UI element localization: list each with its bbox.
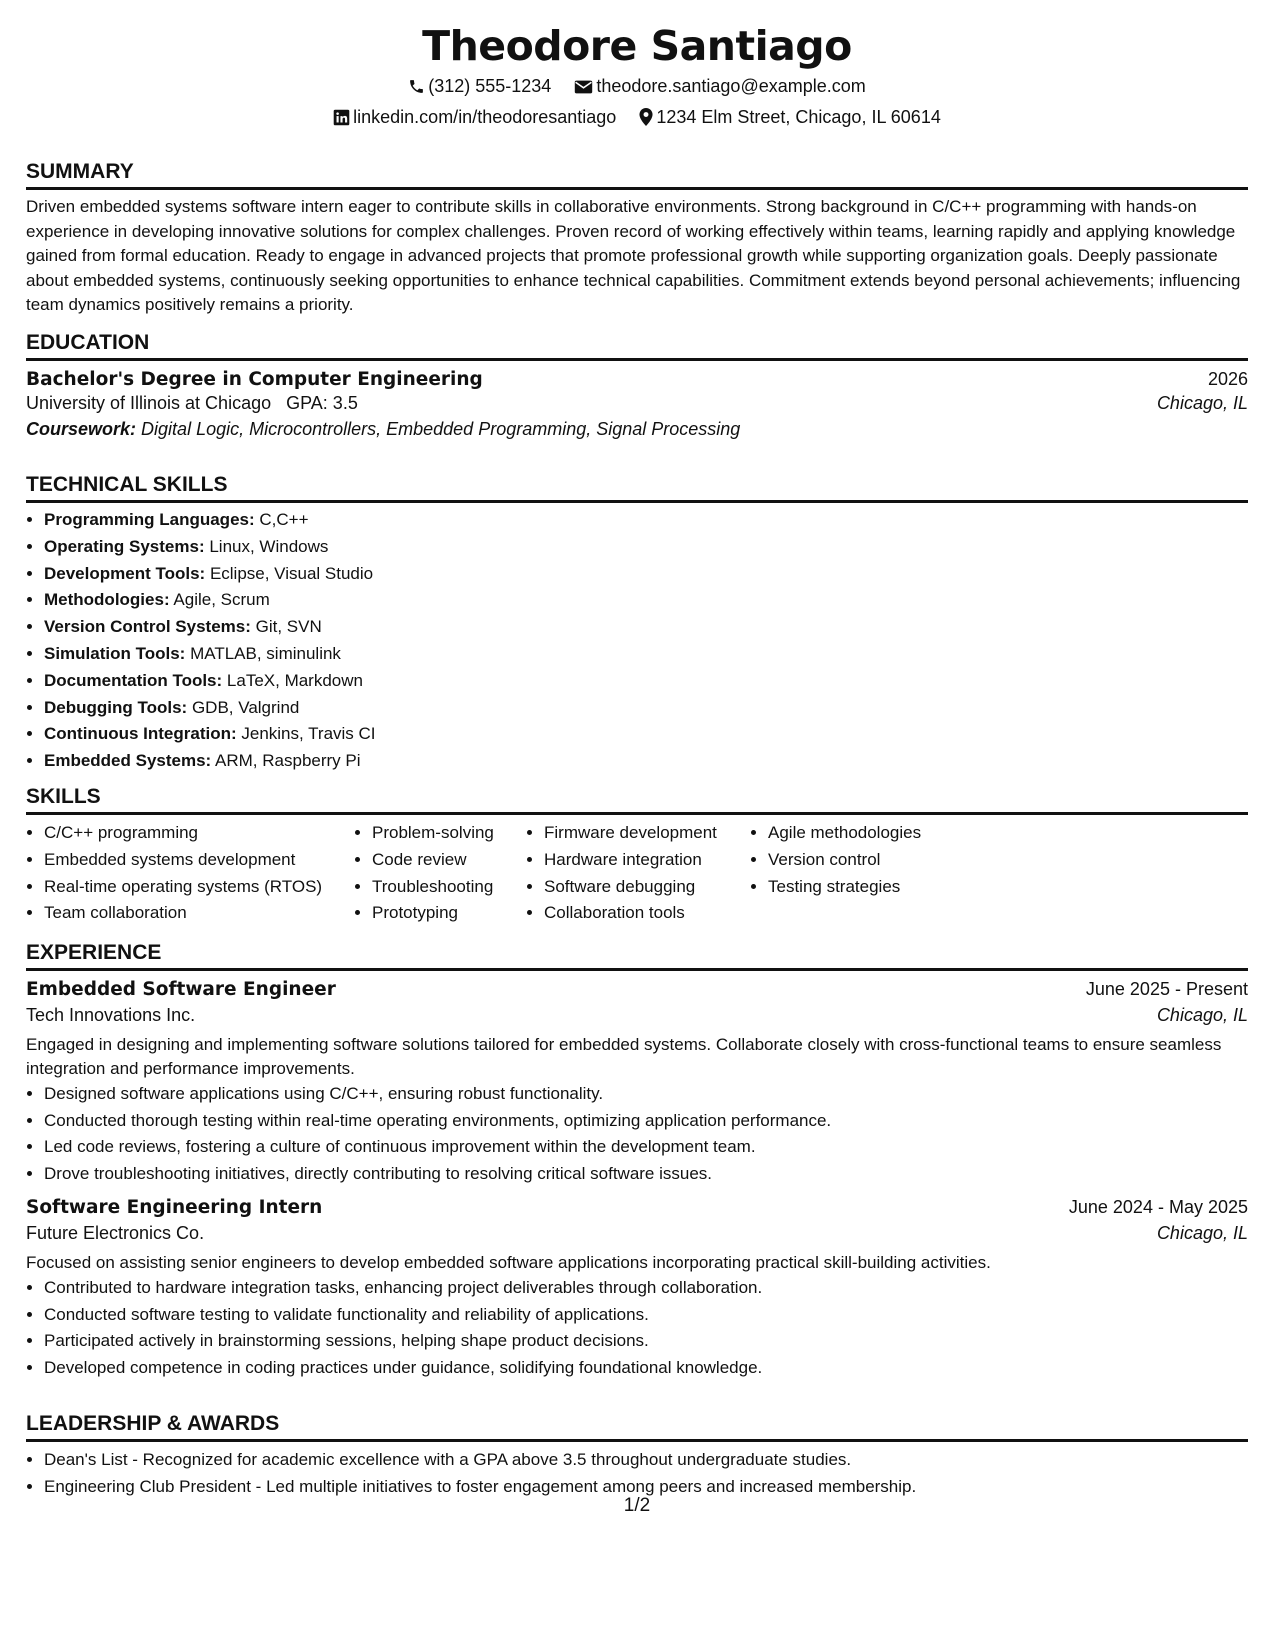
coursework-line bbox=[26, 419, 1248, 440]
job-dates: June 2024 - May 2025 bbox=[1068, 1197, 1248, 1217]
job-company: Tech Innovations Inc. bbox=[26, 1005, 196, 1025]
technical-skills-section bbox=[26, 473, 1248, 775]
gpa: GPA: 3.5 bbox=[286, 393, 358, 413]
list-item: • Simulation Tools: MATLAB, siminulink bbox=[44, 641, 1248, 668]
linkedin-contact[interactable] bbox=[333, 107, 616, 128]
list-item: • Led code reviews, fostering a culture of continuous improvement within the development team. bbox=[44, 1134, 1248, 1161]
coursework-list: Digital Logic, Microcontrollers, Embedded Programming, Signal Processing bbox=[141, 419, 741, 439]
job-dates: June 2025 - Present bbox=[1085, 979, 1248, 999]
skills-column-2 bbox=[354, 820, 526, 927]
job-role: Embedded Software Engineer bbox=[26, 979, 336, 1000]
list-item: • Embedded systems development bbox=[44, 847, 354, 874]
summary-heading: SUMMARY bbox=[26, 160, 1248, 190]
list-item: • Code review bbox=[372, 847, 526, 874]
linkedin-text[interactable]: linkedin.com/in/theodoresantiago bbox=[353, 107, 617, 127]
list-item: • Programming Languages: C,C++ bbox=[44, 507, 1248, 534]
list-item: • Dean's List - Recognized for academic excellence with a GPA above 3.5 throughout undergraduate studies. bbox=[44, 1447, 1248, 1474]
list-item: • Troubleshooting bbox=[372, 874, 526, 901]
list-item: • Drove troubleshooting initiatives, directly contributing to resolving critical software issues. bbox=[44, 1161, 1248, 1188]
list-item: • Software debugging bbox=[544, 874, 750, 901]
list-item: • Engineering Club President - Led multiple initiatives to foster engagement among peers and increased membership. bbox=[44, 1474, 1248, 1501]
page-number: 1/2 bbox=[623, 1495, 651, 1516]
skills-column-4 bbox=[750, 820, 1068, 927]
list-item: • Team collaboration bbox=[44, 900, 354, 927]
list-item: • Operating Systems: Linux, Windows bbox=[44, 534, 1248, 561]
candidate-name: Theodore Santiago bbox=[422, 22, 852, 70]
school-line bbox=[26, 393, 358, 414]
list-item: • Embedded Systems: ARM, Raspberry Pi bbox=[44, 748, 1248, 775]
job-company-row bbox=[26, 1005, 1248, 1026]
job-entry bbox=[26, 979, 1248, 1187]
linkedin-icon bbox=[333, 109, 350, 126]
leadership-section bbox=[26, 1412, 1248, 1500]
phone-icon bbox=[408, 78, 425, 95]
list-item: • Continuous Integration: Jenkins, Travis CI bbox=[44, 721, 1248, 748]
map-pin-icon bbox=[639, 108, 653, 126]
job-title-row bbox=[26, 979, 1248, 1000]
list-item: • Conducted software testing to validate functionality and reliability of applications. bbox=[44, 1302, 1248, 1329]
summary-section bbox=[26, 160, 1248, 318]
skills-column-3 bbox=[526, 820, 750, 927]
school-name: University of Illinois at Chicago bbox=[26, 393, 272, 413]
school-location: Chicago, IL bbox=[1156, 393, 1248, 413]
skills-section bbox=[26, 785, 1248, 927]
resume-page bbox=[26, 0, 1248, 1650]
list-item: • Problem-solving bbox=[372, 820, 526, 847]
list-item: • Version control bbox=[768, 847, 1068, 874]
list-item: • Prototyping bbox=[372, 900, 526, 927]
address-contact bbox=[639, 107, 941, 128]
list-item: • Developed competence in coding practices under guidance, solidifying foundational knowledge. bbox=[44, 1355, 1248, 1382]
contact-row-2 bbox=[26, 107, 1248, 128]
list-item: • C/C++ programming bbox=[44, 820, 354, 847]
list-item: • Contributed to hardware integration tasks, enhancing project deliverables through collaboration. bbox=[44, 1275, 1248, 1302]
job-entry bbox=[26, 1197, 1248, 1381]
job-bullets bbox=[26, 1275, 1248, 1381]
experience-heading: EXPERIENCE bbox=[26, 941, 1248, 971]
graduation-year: 2026 bbox=[1207, 369, 1248, 389]
coursework-label: Coursework: bbox=[26, 419, 137, 439]
degree-title: Bachelor's Degree in Computer Engineering bbox=[26, 369, 483, 390]
contact-row-1 bbox=[26, 76, 1248, 97]
job-location: Chicago, IL bbox=[1156, 1005, 1248, 1025]
job-role: Software Engineering Intern bbox=[26, 1197, 323, 1218]
address-text: 1234 Elm Street, Chicago, IL 60614 bbox=[656, 107, 941, 127]
summary-text: Driven embedded systems software intern eager to contribute skills in collaborative environments. Strong background in C/C++ programming with hands-on experience in developing innovative solutions for complex challenges. Proven record of working effectively within teams, learning rapidly and applying knowledge gained from formal education. Ready to engage in advanced projects that promote professional growth while supporting organization goals. Deeply passionate about embedded systems, continuously seeking opportunities to enhance technical capabilities. Commitment extends beyond personal achievements; influencing team dynamics positively remains a priority. bbox=[26, 197, 1241, 314]
phone-contact bbox=[408, 76, 551, 97]
experience-section bbox=[26, 941, 1248, 1381]
education-section bbox=[26, 331, 1248, 440]
job-description: Focused on assisting senior engineers to develop embedded software applications incorporating practical skill-building activities. bbox=[26, 1253, 991, 1272]
email-contact[interactable] bbox=[574, 76, 865, 97]
education-heading: EDUCATION bbox=[26, 331, 1248, 361]
list-item: • Hardware integration bbox=[544, 847, 750, 874]
envelope-icon bbox=[574, 79, 593, 95]
list-item: • Methodologies: Agile, Scrum bbox=[44, 587, 1248, 614]
technical-skills-list bbox=[26, 507, 1248, 775]
list-item: • Version Control Systems: Git, SVN bbox=[44, 614, 1248, 641]
skills-columns bbox=[26, 820, 1248, 927]
list-item: • Development Tools: Eclipse, Visual Studio bbox=[44, 561, 1248, 588]
degree-row bbox=[26, 369, 1248, 390]
email-text[interactable]: theodore.santiago@example.com bbox=[596, 76, 866, 96]
skills-heading: SKILLS bbox=[26, 785, 1248, 815]
job-title-row bbox=[26, 1197, 1248, 1218]
technical-skills-heading: TECHNICAL SKILLS bbox=[26, 473, 1248, 503]
school-row bbox=[26, 393, 1248, 414]
list-item: • Real-time operating systems (RTOS) bbox=[44, 874, 354, 901]
list-item: • Designed software applications using C/C++, ensuring robust functionality. bbox=[44, 1081, 1248, 1108]
list-item: • Debugging Tools: GDB, Valgrind bbox=[44, 695, 1248, 722]
job-description: Engaged in designing and implementing software solutions tailored for embedded systems. Collaborate closely with cross-functional teams to ensure seamless integration and performance improvements. bbox=[26, 1035, 1222, 1078]
list-item: • Agile methodologies bbox=[768, 820, 1068, 847]
leadership-heading: LEADERSHIP & AWARDS bbox=[26, 1412, 1248, 1442]
job-company: Future Electronics Co. bbox=[26, 1223, 205, 1243]
list-item: • Documentation Tools: LaTeX, Markdown bbox=[44, 668, 1248, 695]
list-item: • Conducted thorough testing within real-time operating environments, optimizing application performance. bbox=[44, 1108, 1248, 1135]
list-item: • Collaboration tools bbox=[544, 900, 750, 927]
job-company-row bbox=[26, 1223, 1248, 1244]
skills-column-1 bbox=[26, 820, 354, 927]
job-location: Chicago, IL bbox=[1156, 1223, 1248, 1243]
leadership-list bbox=[26, 1447, 1248, 1500]
list-item: • Testing strategies bbox=[768, 874, 1068, 901]
phone-text: (312) 555-1234 bbox=[428, 76, 552, 96]
list-item: • Firmware development bbox=[544, 820, 750, 847]
list-item: • Participated actively in brainstorming sessions, helping shape product decisions. bbox=[44, 1328, 1248, 1355]
job-bullets bbox=[26, 1081, 1248, 1187]
